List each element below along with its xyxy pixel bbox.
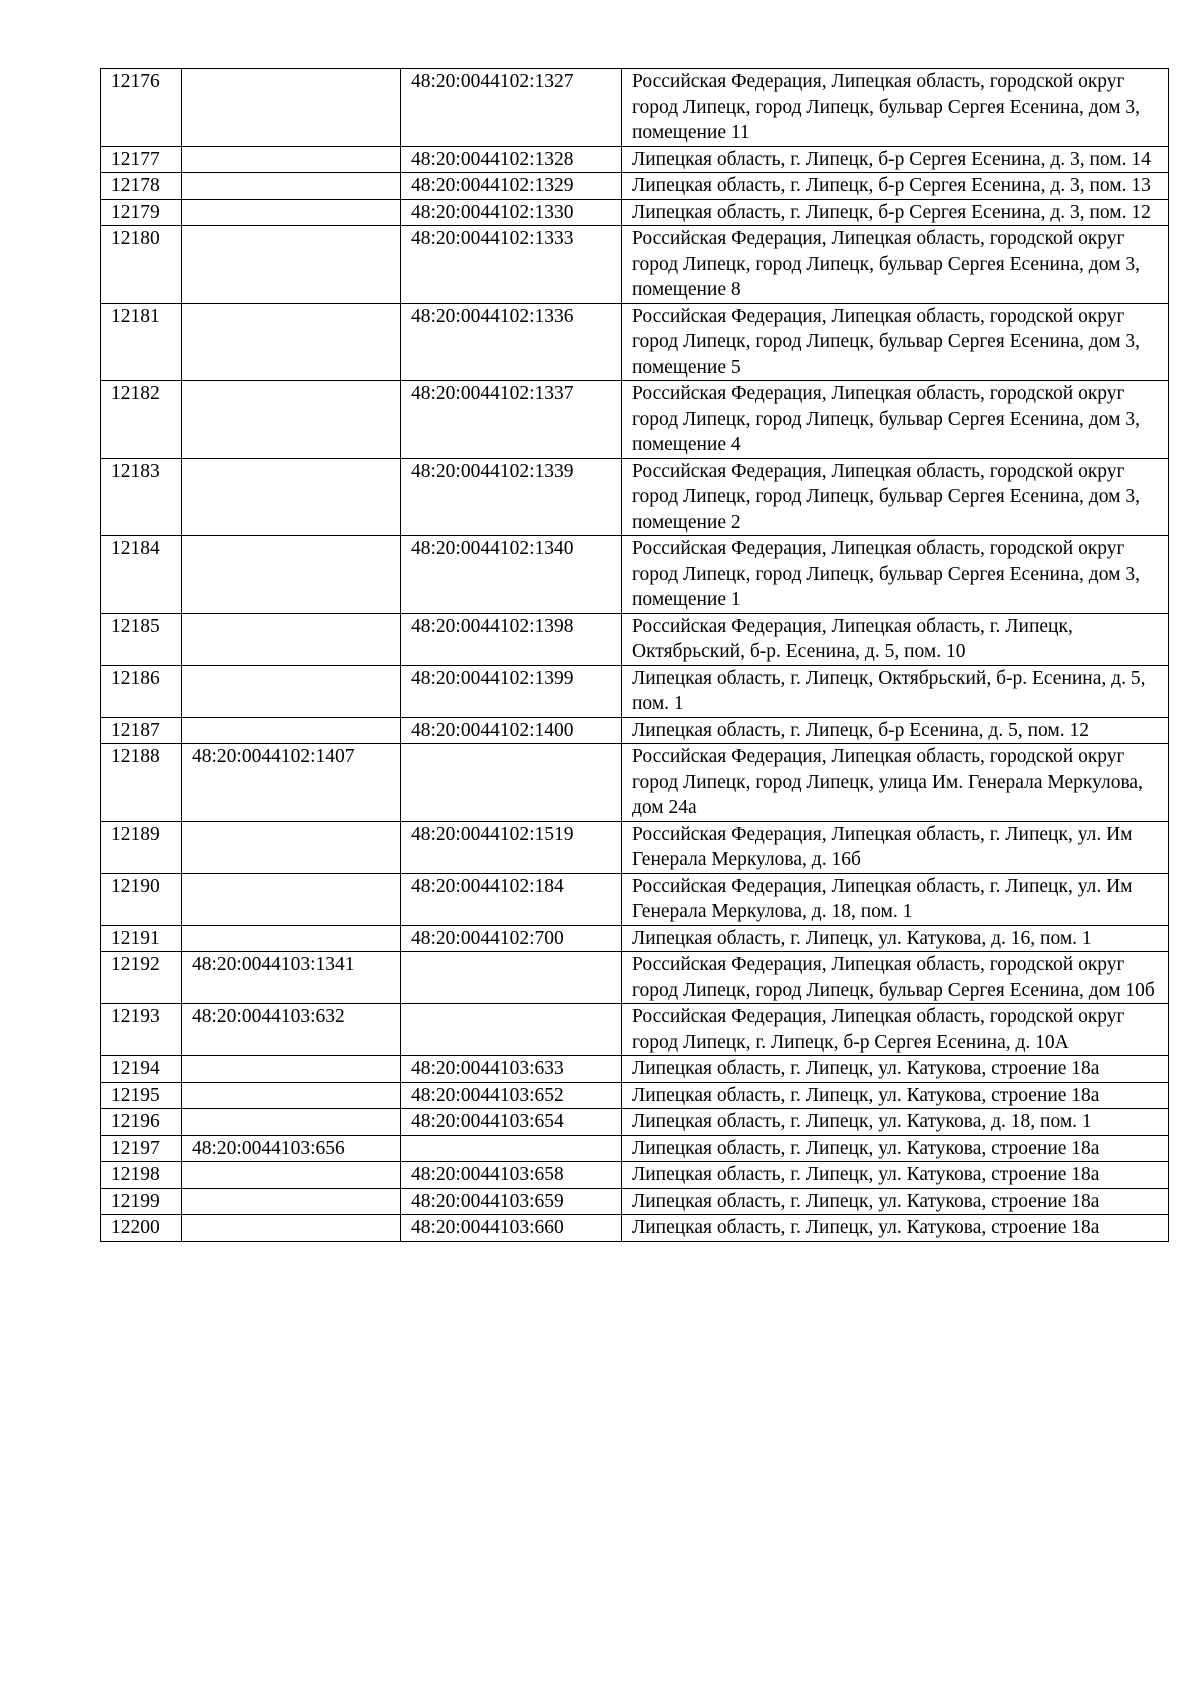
address-cell: Липецкая область, г. Липецк, ул. Катукова, д. 18, пом. 1 <box>622 1109 1169 1136</box>
address-cell: Российская Федерация, Липецкая область, городской округ город Липецк, город Липецк, бульвар Сергея Есенина, дом 3, помещение 2 <box>622 458 1169 536</box>
table-row <box>101 1162 1169 1189</box>
object-cadastral-number-cell: 48:20:0044103:652 <box>401 1082 622 1109</box>
row-number-cell: 12176 <box>101 69 182 147</box>
row-number-cell: 12193 <box>101 1004 182 1056</box>
land-plot-cadastral-number-cell <box>182 873 401 925</box>
object-cadastral-number-cell: 48:20:0044102:1330 <box>401 199 622 226</box>
address-cell: Липецкая область, г. Липецк, ул. Катукова, строение 18а <box>622 1215 1169 1242</box>
land-plot-cadastral-number-cell <box>182 303 401 381</box>
object-cadastral-number-cell: 48:20:0044102:1336 <box>401 303 622 381</box>
address-cell: Российская Федерация, Липецкая область, городской округ город Липецк, город Липецк, бульвар Сергея Есенина, дом 3, помещение 5 <box>622 303 1169 381</box>
row-number-cell: 12188 <box>101 744 182 822</box>
row-number-cell: 12182 <box>101 381 182 459</box>
land-plot-cadastral-number-cell <box>182 381 401 459</box>
address-cell: Липецкая область, г. Липецк, ул. Катукова, строение 18а <box>622 1082 1169 1109</box>
object-cadastral-number-cell: 48:20:0044102:184 <box>401 873 622 925</box>
row-number-cell: 12196 <box>101 1109 182 1136</box>
object-cadastral-number-cell: 48:20:0044102:1337 <box>401 381 622 459</box>
address-cell: Липецкая область, г. Липецк, ул. Катукова, д. 16, пом. 1 <box>622 925 1169 952</box>
address-cell: Российская Федерация, Липецкая область, городской округ город Липецк, город Липецк, бульвар Сергея Есенина, дом 3, помещение 11 <box>622 69 1169 147</box>
land-plot-cadastral-number-cell <box>182 536 401 614</box>
address-cell: Липецкая область, г. Липецк, б-р Есенина, д. 5, пом. 12 <box>622 717 1169 744</box>
address-cell: Российская Федерация, Липецкая область, городской округ город Липецк, г. Липецк, б-р Сергея Есенина, д. 10А <box>622 1004 1169 1056</box>
table-row <box>101 381 1169 459</box>
land-plot-cadastral-number-cell <box>182 1162 401 1189</box>
row-number-cell: 12191 <box>101 925 182 952</box>
land-plot-cadastral-number-cell <box>182 1056 401 1083</box>
land-plot-cadastral-number-cell <box>182 1215 401 1242</box>
registry-table <box>100 68 1169 1242</box>
object-cadastral-number-cell: 48:20:0044102:1400 <box>401 717 622 744</box>
row-number-cell: 12200 <box>101 1215 182 1242</box>
address-cell: Российская Федерация, Липецкая область, городской округ город Липецк, город Липецк, бульвар Сергея Есенина, дом 10б <box>622 952 1169 1004</box>
address-cell: Липецкая область, г. Липецк, ул. Катукова, строение 18а <box>622 1135 1169 1162</box>
land-plot-cadastral-number-cell <box>182 146 401 173</box>
address-cell: Липецкая область, г. Липецк, б-р Сергея Есенина, д. 3, пом. 12 <box>622 199 1169 226</box>
row-number-cell: 12187 <box>101 717 182 744</box>
land-plot-cadastral-number-cell: 48:20:0044103:656 <box>182 1135 401 1162</box>
object-cadastral-number-cell: 48:20:0044103:633 <box>401 1056 622 1083</box>
land-plot-cadastral-number-cell: 48:20:0044103:632 <box>182 1004 401 1056</box>
table-row <box>101 173 1169 200</box>
object-cadastral-number-cell: 48:20:0044102:1327 <box>401 69 622 147</box>
address-cell: Российская Федерация, Липецкая область, городской округ город Липецк, город Липецк, бульвар Сергея Есенина, дом 3, помещение 4 <box>622 381 1169 459</box>
row-number-cell: 12181 <box>101 303 182 381</box>
table-row <box>101 821 1169 873</box>
table-row <box>101 226 1169 304</box>
address-cell: Липецкая область, г. Липецк, ул. Катукова, строение 18а <box>622 1162 1169 1189</box>
table-row <box>101 925 1169 952</box>
table-row <box>101 536 1169 614</box>
registry-table-body <box>101 69 1169 1242</box>
table-row <box>101 1082 1169 1109</box>
address-cell: Липецкая область, г. Липецк, ул. Катукова, строение 18а <box>622 1188 1169 1215</box>
object-cadastral-number-cell: 48:20:0044102:1340 <box>401 536 622 614</box>
address-cell: Российская Федерация, Липецкая область, г. Липецк, ул. Им Генерала Меркулова, д. 18, пом. 1 <box>622 873 1169 925</box>
row-number-cell: 12183 <box>101 458 182 536</box>
land-plot-cadastral-number-cell <box>182 821 401 873</box>
row-number-cell: 12189 <box>101 821 182 873</box>
address-cell: Липецкая область, г. Липецк, б-р Сергея Есенина, д. 3, пом. 14 <box>622 146 1169 173</box>
land-plot-cadastral-number-cell <box>182 717 401 744</box>
object-cadastral-number-cell: 48:20:0044102:1329 <box>401 173 622 200</box>
land-plot-cadastral-number-cell <box>182 925 401 952</box>
row-number-cell: 12194 <box>101 1056 182 1083</box>
address-cell: Липецкая область, г. Липецк, Октябрьский, б-р. Есенина, д. 5, пом. 1 <box>622 665 1169 717</box>
object-cadastral-number-cell <box>401 1004 622 1056</box>
row-number-cell: 12178 <box>101 173 182 200</box>
object-cadastral-number-cell: 48:20:0044102:700 <box>401 925 622 952</box>
table-row <box>101 1109 1169 1136</box>
table-row <box>101 1056 1169 1083</box>
land-plot-cadastral-number-cell <box>182 458 401 536</box>
table-row <box>101 613 1169 665</box>
land-plot-cadastral-number-cell: 48:20:0044102:1407 <box>182 744 401 822</box>
table-row <box>101 199 1169 226</box>
object-cadastral-number-cell: 48:20:0044102:1339 <box>401 458 622 536</box>
row-number-cell: 12184 <box>101 536 182 614</box>
land-plot-cadastral-number-cell <box>182 613 401 665</box>
object-cadastral-number-cell <box>401 1135 622 1162</box>
address-cell: Липецкая область, г. Липецк, ул. Катукова, строение 18а <box>622 1056 1169 1083</box>
table-row <box>101 665 1169 717</box>
row-number-cell: 12199 <box>101 1188 182 1215</box>
address-cell: Липецкая область, г. Липецк, б-р Сергея Есенина, д. 3, пом. 13 <box>622 173 1169 200</box>
land-plot-cadastral-number-cell <box>182 69 401 147</box>
land-plot-cadastral-number-cell <box>182 226 401 304</box>
land-plot-cadastral-number-cell <box>182 199 401 226</box>
land-plot-cadastral-number-cell <box>182 665 401 717</box>
table-row <box>101 303 1169 381</box>
object-cadastral-number-cell: 48:20:0044102:1333 <box>401 226 622 304</box>
row-number-cell: 12186 <box>101 665 182 717</box>
table-row <box>101 69 1169 147</box>
address-cell: Российская Федерация, Липецкая область, городской округ город Липецк, город Липецк, улица Им. Генерала Меркулова, дом 24а <box>622 744 1169 822</box>
table-row <box>101 952 1169 1004</box>
object-cadastral-number-cell <box>401 744 622 822</box>
table-row <box>101 1004 1169 1056</box>
table-row <box>101 744 1169 822</box>
object-cadastral-number-cell: 48:20:0044103:654 <box>401 1109 622 1136</box>
table-row <box>101 1215 1169 1242</box>
object-cadastral-number-cell <box>401 952 622 1004</box>
land-plot-cadastral-number-cell <box>182 173 401 200</box>
table-row <box>101 1135 1169 1162</box>
table-row <box>101 458 1169 536</box>
table-row <box>101 873 1169 925</box>
row-number-cell: 12190 <box>101 873 182 925</box>
table-row <box>101 1188 1169 1215</box>
table-row <box>101 717 1169 744</box>
row-number-cell: 12198 <box>101 1162 182 1189</box>
land-plot-cadastral-number-cell <box>182 1082 401 1109</box>
object-cadastral-number-cell: 48:20:0044103:659 <box>401 1188 622 1215</box>
row-number-cell: 12177 <box>101 146 182 173</box>
row-number-cell: 12185 <box>101 613 182 665</box>
address-cell: Российская Федерация, Липецкая область, г. Липецк, Октябрьский, б-р. Есенина, д. 5, пом. 10 <box>622 613 1169 665</box>
object-cadastral-number-cell: 48:20:0044102:1328 <box>401 146 622 173</box>
land-plot-cadastral-number-cell: 48:20:0044103:1341 <box>182 952 401 1004</box>
object-cadastral-number-cell: 48:20:0044103:658 <box>401 1162 622 1189</box>
row-number-cell: 12192 <box>101 952 182 1004</box>
address-cell: Российская Федерация, Липецкая область, г. Липецк, ул. Им Генерала Меркулова, д. 16б <box>622 821 1169 873</box>
address-cell: Российская Федерация, Липецкая область, городской округ город Липецк, город Липецк, бульвар Сергея Есенина, дом 3, помещение 8 <box>622 226 1169 304</box>
land-plot-cadastral-number-cell <box>182 1109 401 1136</box>
object-cadastral-number-cell: 48:20:0044102:1519 <box>401 821 622 873</box>
row-number-cell: 12179 <box>101 199 182 226</box>
land-plot-cadastral-number-cell <box>182 1188 401 1215</box>
row-number-cell: 12180 <box>101 226 182 304</box>
address-cell: Российская Федерация, Липецкая область, городской округ город Липецк, город Липецк, бульвар Сергея Есенина, дом 3, помещение 1 <box>622 536 1169 614</box>
table-row <box>101 146 1169 173</box>
row-number-cell: 12195 <box>101 1082 182 1109</box>
object-cadastral-number-cell: 48:20:0044103:660 <box>401 1215 622 1242</box>
object-cadastral-number-cell: 48:20:0044102:1398 <box>401 613 622 665</box>
row-number-cell: 12197 <box>101 1135 182 1162</box>
object-cadastral-number-cell: 48:20:0044102:1399 <box>401 665 622 717</box>
